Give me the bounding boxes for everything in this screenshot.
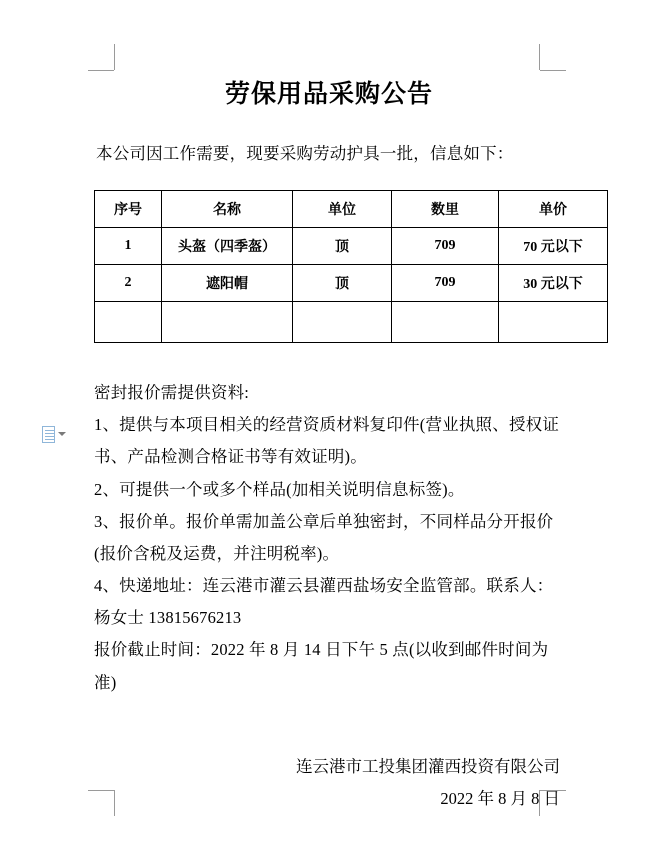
cell-quantity: 709 xyxy=(392,228,499,265)
signature-block xyxy=(94,751,564,815)
column-header-unit: 单位 xyxy=(293,191,392,228)
requirement-item-1: 1、提供与本项目相关的经营资质材料复印件(营业执照、授权证书、产品检测合格证书等有效证明)。 xyxy=(94,415,560,467)
page-title: 劳保用品采购公告 xyxy=(224,81,433,108)
intro-paragraph: 本公司因工作需要，现要采购劳动护具一批，信息如下： xyxy=(96,144,514,163)
chevron-down-icon[interactable] xyxy=(58,432,66,436)
cell-price xyxy=(499,302,608,343)
procurement-table xyxy=(94,190,608,343)
cell-index: 2 xyxy=(95,265,162,302)
requirement-item-3: 3、报价单。报价单需加盖公章后单独密封，不同样品分开报价(报价含税及运费，并注明税率)。 xyxy=(94,511,554,563)
document-thumbnail-icon[interactable] xyxy=(42,425,66,443)
table-row xyxy=(95,228,608,265)
cell-index xyxy=(95,302,162,343)
column-header-price: 单价 xyxy=(499,191,608,228)
cell-name xyxy=(162,302,293,343)
table-row xyxy=(95,265,608,302)
signature-date: 2022 年 8 月 8 日 xyxy=(440,788,560,808)
requirement-item-2: 2、可提供一个或多个样品(加相关说明信息标签)。 xyxy=(94,479,465,499)
column-header-index: 序号 xyxy=(95,191,162,228)
cell-unit: 顶 xyxy=(293,228,392,265)
cell-unit xyxy=(293,302,392,343)
requirements-heading: 密封报价需提供资料: xyxy=(94,383,250,402)
cell-quantity xyxy=(392,302,499,343)
page-sheet-icon xyxy=(42,426,55,443)
cell-name: 遮阳帽 xyxy=(162,265,293,302)
signature-company: 连云港市工投集团灌西投资有限公司 xyxy=(296,756,560,776)
cell-quantity: 709 xyxy=(392,265,499,302)
requirement-item-4: 4、快递地址：连云港市灌云县灌西盐场安全监管部。联系人：杨女士 13815676213 xyxy=(94,576,554,628)
cell-index: 1 xyxy=(95,228,162,265)
requirements-section xyxy=(94,377,564,699)
document-content xyxy=(94,60,583,815)
cell-name: 头盔（四季盔） xyxy=(162,228,293,265)
cell-price: 70 元以下 xyxy=(499,228,608,265)
column-header-quantity: 数里 xyxy=(392,191,499,228)
table-row-empty xyxy=(95,302,608,343)
cell-unit: 顶 xyxy=(293,265,392,302)
cell-price: 30 元以下 xyxy=(499,265,608,302)
column-header-name: 名称 xyxy=(162,191,293,228)
deadline-text: 报价截止时间：2022 年 8 月 14 日下午 5 点(以收到邮件时间为准) xyxy=(94,640,549,692)
table-header-row xyxy=(95,191,608,228)
